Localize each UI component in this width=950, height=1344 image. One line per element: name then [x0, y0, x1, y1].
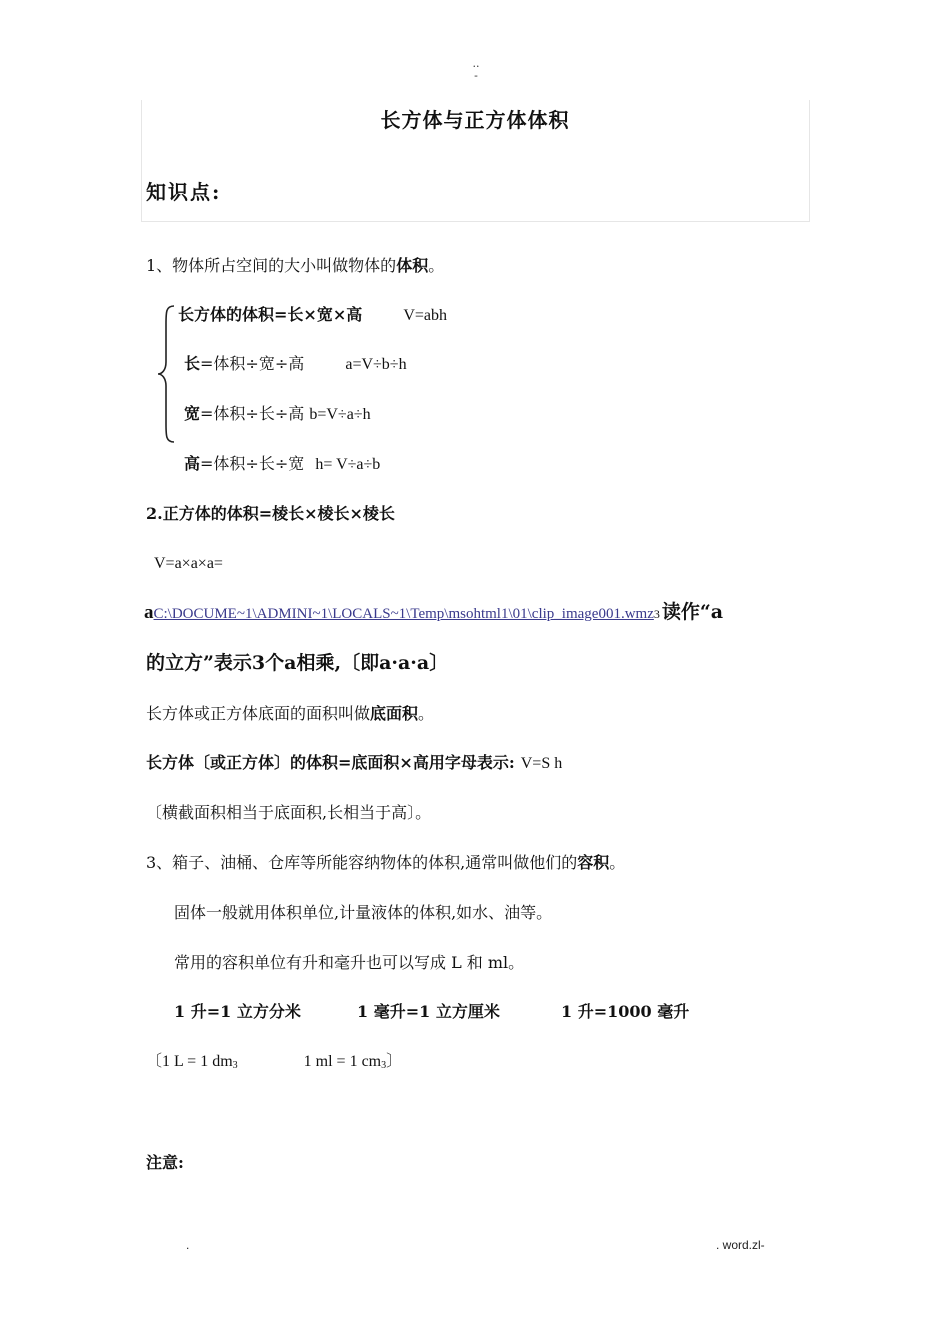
definition-volume	[146, 255, 444, 277]
cuboid-length-line	[184, 353, 407, 376]
capacity-term: 容积	[577, 853, 610, 872]
liter-equation: 〔1 L = 1 dm	[146, 1053, 233, 1070]
cuboid-width-formula: b=V÷a÷h	[309, 406, 371, 423]
cuboid-width-label: 宽	[184, 404, 201, 423]
cube-read-as-continued: 的立方”表示3个a相乘,〔即a·a·a〕	[146, 652, 449, 674]
unit-conversion-3: 1 升=1000 毫升	[561, 1002, 690, 1021]
cuboid-width-text: =体积÷长÷高	[200, 404, 305, 423]
footer-left: .	[186, 1238, 190, 1252]
page-title: 长方体与正方体体积	[380, 108, 570, 132]
liter-exponent: 3	[232, 1060, 238, 1071]
cube-volume-formula: V=a×a×a=	[154, 555, 223, 572]
base-area-formula: V=S h	[520, 755, 563, 772]
definition-prefix: 1、物体所占空间的大小叫做物体的	[146, 256, 397, 275]
definition-term: 体积	[396, 256, 429, 275]
cuboid-height-label: 高	[184, 454, 201, 473]
base-area-formula-line	[146, 752, 562, 775]
note-heading: 注意:	[146, 1153, 184, 1172]
solid-volume-text: 固体一般就用体积单位,计量液体的体积,如水、油等。	[174, 903, 553, 922]
capacity-prefix: 3、箱子、油桶、仓库等所能容纳物体的体积,通常叫做他们的	[146, 853, 578, 872]
knowledge-heading: 知识点:	[146, 180, 222, 204]
capacity-definition	[146, 852, 625, 874]
cube-a-char: a	[144, 602, 154, 623]
left-brace-icon	[156, 304, 178, 444]
cuboid-length-formula: a=V÷b÷h	[345, 356, 407, 373]
cube-read-as: 读作“a	[661, 601, 724, 623]
cuboid-length-label: 长	[184, 354, 201, 373]
unit-conversion-2: 1 毫升=1 立方厘米	[357, 1002, 500, 1021]
clip-image-link[interactable]: C:\DOCUME~1\ADMINI~1\LOCALS~1\Temp\msohtml1\01\clip_image001.wmz	[153, 606, 654, 622]
unit-symbols-close: 〕	[386, 1053, 403, 1070]
cuboid-height-line	[184, 453, 380, 476]
capacity-suffix: 。	[609, 853, 626, 872]
definition-suffix: 。	[428, 256, 445, 275]
cuboid-height-formula: h= V÷a÷b	[315, 456, 381, 473]
capacity-units-text: 常用的容积单位有升和毫升也可以写成 L 和 ml。	[174, 953, 525, 972]
header-dots-1: ..	[472, 57, 480, 70]
cuboid-height-text: =体积÷长÷宽	[200, 454, 305, 473]
cross-section-note: 〔横截面积相当于底面积,长相当于高〕。	[146, 803, 432, 822]
cuboid-width-line	[184, 403, 371, 426]
base-area-definition	[146, 703, 434, 725]
milliliter-exponent: 3	[381, 1060, 387, 1071]
unit-conversion-1: 1 升=1 立方分米	[174, 1002, 301, 1021]
base-area-prefix: 长方体或正方体底面的面积叫做	[146, 704, 371, 723]
cube-volume-heading: 2.正方体的体积=棱长×棱长×棱长	[146, 504, 395, 523]
milliliter-equation: 1 ml = 1 cm	[303, 1053, 382, 1070]
cube-read-line	[144, 598, 723, 628]
footer-right: . word.zl-	[716, 1238, 765, 1252]
unit-symbols-line	[146, 1051, 402, 1077]
base-area-formula-text: 长方体〔或正方体〕的体积=底面积×高用字母表示:	[146, 753, 515, 772]
cuboid-volume-formula: V=abh	[403, 307, 448, 324]
cube-exponent: 3	[653, 607, 660, 621]
header-marker	[470, 58, 482, 82]
cuboid-volume-line	[178, 304, 447, 327]
base-area-term: 底面积	[370, 704, 419, 723]
header-dots-2: -	[474, 69, 478, 82]
base-area-suffix: 。	[418, 704, 435, 723]
cuboid-length-text: =体积÷宽÷高	[200, 354, 305, 373]
cuboid-volume-text: 长方体的体积=长×宽×高	[178, 305, 363, 324]
